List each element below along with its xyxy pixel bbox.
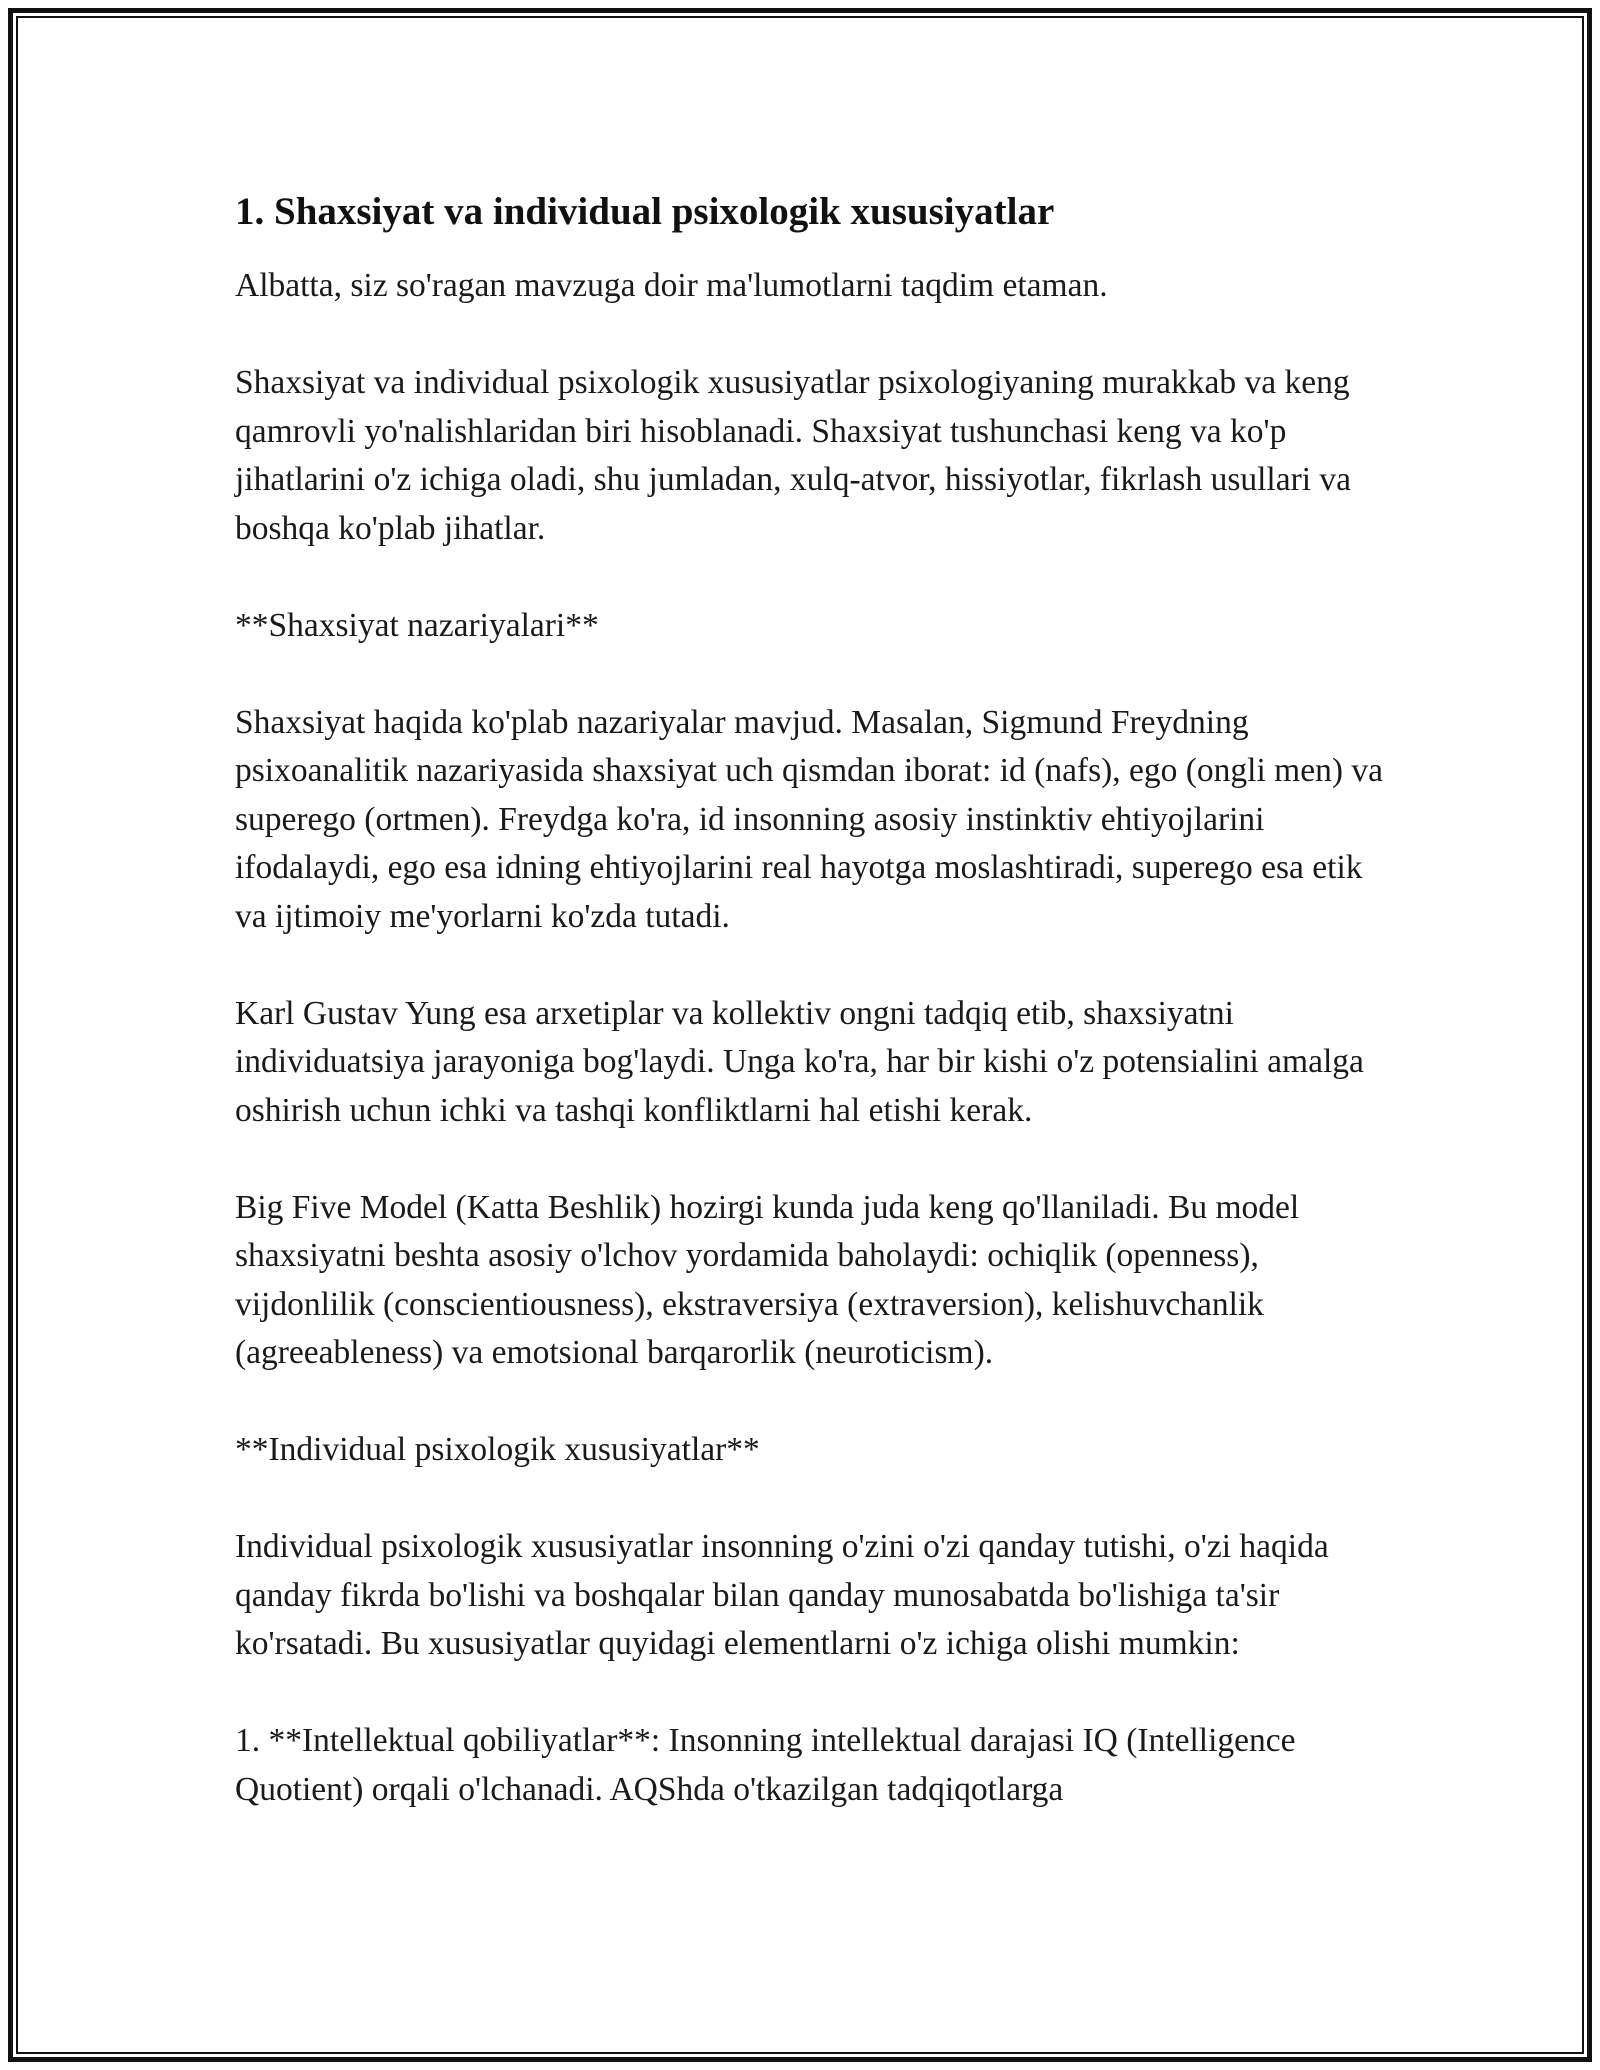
paragraph-jung: Karl Gustav Yung esa arxetiplar va kollektiv ongni tadqiq etib, shaxsiyatni individuatsiya jarayoniga bog'laydi. Unga ko'ra, har bir kishi o'z potensialini amalga oshirish uchun ichki va tashqi konfliktlarni hal etishi kerak. [235, 994, 1364, 1129]
paragraph-freud: Shaxsiyat haqida ko'plab nazariyalar mavjud. Masalan, Sigmund Freydning psixoanalitik nazariyasida shaxsiyat uch qismdan iborat: id (nafs), ego (ongli men) va superego (ortmen). Freydga ko'ra, id insonning asosiy instinktiv ehtiyojlarini ifodalaydi, ego esa idning ehtiyojlarini real hayotga moslashtiradi, superego esa etik va ijtimoiy me'yorlarni ko'zda tutadi. [235, 703, 1383, 935]
paragraph-big-five: Big Five Model (Katta Beshlik) hozirgi kunda juda keng qo'llaniladi. Bu model shaxsiyatni beshta asosiy o'lchov yordamida baholaydi: ochiqlik (openness), vijdonlilik (conscientiousness), ekstraversiya (extraversion), kelishuvchanlik (agreeableness) va emotsional barqarorlik (neuroticism). [235, 1188, 1300, 1371]
document-title: 1. Shaxsiyat va individual psixologik xususiyatlar [235, 190, 1055, 233]
document-body [235, 184, 1385, 1814]
paragraph-overview: Shaxsiyat va individual psixologik xususiyatlar psixologiyaning murakkab va keng qamrovli yo'nalishlaridan biri hisoblanadi. Shaxsiyat tushunchasi keng va ko'p jihatlarini o'z ichiga oladi, shu jumladan, xulq-atvor, hissiyotlar, fikrlash usullari va boshqa ko'plab jihatlar. [235, 364, 1352, 547]
paragraph-intro: Albatta, siz so'ragan mavzuga doir ma'lumotlarni taqdim etaman. [235, 267, 1108, 304]
section-heading-theories: **Shaxsiyat nazariyalari** [235, 606, 599, 644]
list-item-intellectual: 1. **Intellektual qobiliyatlar**: Insonning intellektual darajasi IQ (Intelligence Quotient) orqali o'lchanadi. AQShda o'tkazilgan tadqiqotlarga [235, 1722, 1296, 1808]
paragraph-individual: Individual psixologik xususiyatlar insonning o'zini o'zi qanday tutishi, o'zi haqida qanday fikrda bo'lishi va boshqalar bilan qanday munosabatda bo'lishiga ta'sir ko'rsatadi. Bu xususiyatlar quyidagi elementlarni o'z ichiga olishi mumkin: [235, 1528, 1329, 1662]
section-heading-individual: **Individual psixologik xususiyatlar** [235, 1431, 760, 1468]
